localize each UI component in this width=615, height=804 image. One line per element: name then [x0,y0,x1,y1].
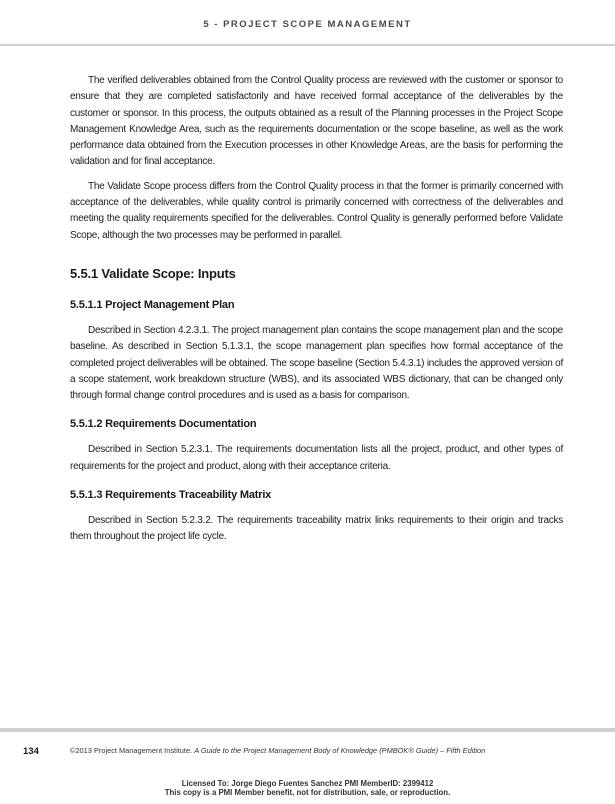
license-line-2: This copy is a PMI Member benefit, not for distribution, sale, or reproduction. [164,787,451,797]
footer-copyright: ©2013 Project Management Institute. [70,746,193,755]
subsection-heading-requirements-documentation: 5.5.1.2 Requirements Documentation [70,418,257,431]
page-content [70,73,563,554]
subsection-heading-requirements-traceability-matrix: 5.5.1.3 Requirements Traceability Matrix [70,489,272,502]
section-heading: 5.5.1 Validate Scope: Inputs [70,265,236,281]
intro-paragraph-2: The Validate Scope process differs from the Control Quality process in that the former is primarily concerned with acceptance of the deliverables, while quality control is primarily concerned with correctness of the deliverables and meeting the quality requirements specified for the deliverables. Control Quality is generally performed before Validate Scope, although the two processes may be performed in parallel. [70,180,563,241]
subsection-heading-project-management-plan: 5.5.1.1 Project Management Plan [70,298,235,311]
subsection-text-project-management-plan: Described in Section 4.2.3.1. The project management plan contains the scope management plan and the scope baseline. As described in Section 5.1.3.1, the scope management plan specifies how formal acceptance of the completed project deliverables will be obtained. The scope baseline (Section 5.4.3.1) includes the approved version of a scope statement, work breakdown structure (WBS), and its associated WBS dictionary, that can be changed only through formal change control procedures and is used as a basis for comparison. [70,324,563,402]
footer-book-title: A Guide to the Project Management Body of Knowledge (PMBOK® Guide) – Fifth Edition [194,746,486,755]
license-notice [0,780,615,797]
footer-citation [70,746,485,755]
page-number: 134 [23,746,39,757]
page-footer [0,728,615,804]
subsection-text-requirements-documentation: Described in Section 5.2.3.1. The requirements documentation lists all the project, product, and other types of requirements for the project and product, along with their acceptance criteria. [70,444,563,472]
page-header [0,0,615,46]
subsection-text-requirements-traceability-matrix: Described in Section 5.2.3.2. The requirements traceability matrix links requirements to their origin and tracks them throughout the project life cycle. [70,515,563,543]
intro-paragraph-1: The verified deliverables obtained from the Control Quality process are reviewed with the customer or sponsor to ensure that they are completed satisfactorily and have received formal acceptance of the deliverables by the customer or sponsor. In this process, the outputs obtained as a result of the Planning processes in the Project Scope Management Knowledge Area, such as the requirements documentation or the scope baseline, as well as the work performance data obtained from the Execution processes in other Knowledge Areas, are the basis for performing the validation and for final acceptance. [70,75,563,168]
license-line-1: Licensed To: Jorge Diego Fuentes Sanchez PMI MemberID: 2399412 [181,779,434,788]
running-header-title: 5 - PROJECT SCOPE MANAGEMENT [203,19,412,30]
